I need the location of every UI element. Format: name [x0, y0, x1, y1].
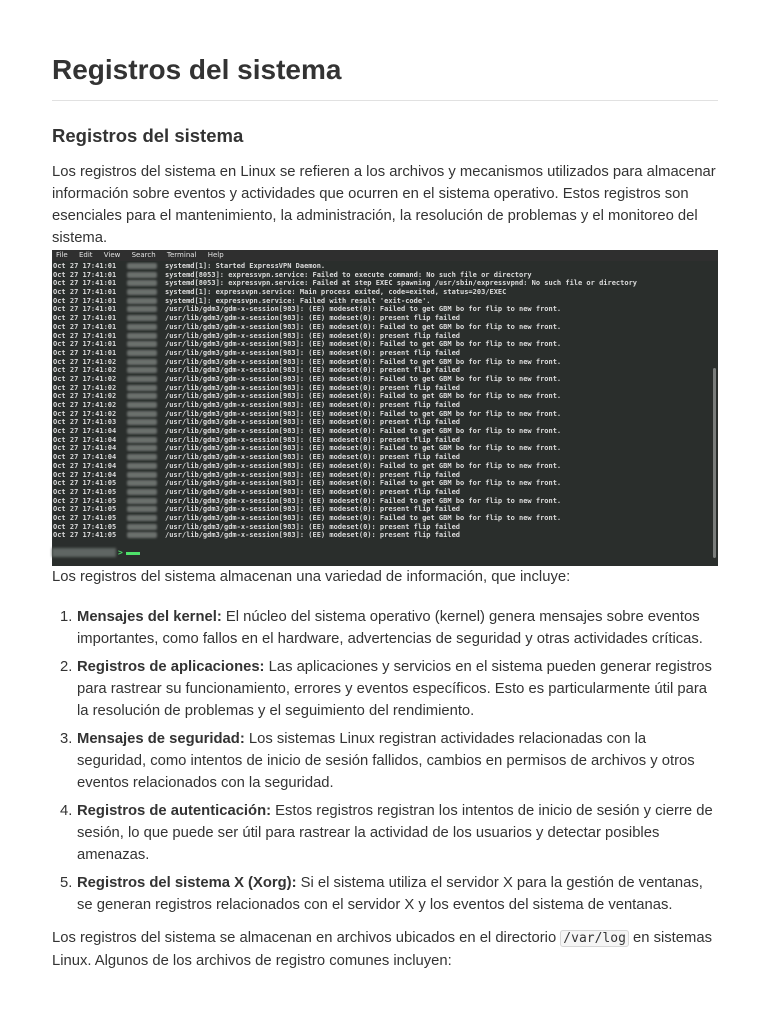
- log-message: /usr/lib/gdm3/gdm-x-session[983]: (EE) modeset(0): present flip failed: [165, 487, 461, 496]
- log-timestamp: Oct 27 17:41:01: [53, 279, 117, 288]
- log-line: [52, 418, 710, 427]
- closing-text-after: en sistemas Linux. Algunos de los archivos de registro comunes incluyen:: [52, 930, 712, 969]
- log-line: [52, 497, 710, 506]
- log-hostname-redacted: [127, 385, 157, 391]
- log-message: /usr/lib/gdm3/gdm-x-session[983]: (EE) modeset(0): present flip failed: [165, 314, 461, 323]
- log-timestamp: Oct 27 17:41:05: [53, 487, 117, 496]
- section-heading: Registros del sistema: [52, 125, 244, 146]
- log-timestamp: Oct 27 17:41:05: [53, 531, 117, 540]
- terminal-menubar: [52, 250, 718, 261]
- log-line: [52, 444, 710, 453]
- log-hostname-redacted: [127, 480, 157, 486]
- log-hostname-redacted: [127, 272, 157, 278]
- log-message: /usr/lib/gdm3/gdm-x-session[983]: (EE) modeset(0): Failed to get GBM bo for flip to new front.: [165, 427, 562, 436]
- log-hostname-redacted: [127, 376, 157, 382]
- log-hostname-redacted: [127, 428, 157, 434]
- log-message: systemd[1]: Started ExpressVPN Daemon.: [165, 262, 326, 270]
- list-item-text: El núcleo del sistema operativo (kernel) genera mensajes sobre eventos importantes, como fallos en el hardware, advertencias de seguridad y otras actividades críticas.: [77, 609, 703, 647]
- log-line: [52, 340, 710, 349]
- log-hostname-redacted: [127, 411, 157, 417]
- log-hostname-redacted: [127, 472, 157, 478]
- list-item-text: Las aplicaciones y servicios en el sistema pueden generar registros para rastrear su funcionamiento, errores y eventos específicos. Esto es particularmente útil para la resolución de problemas y el seguimiento del rendimiento.: [77, 659, 712, 719]
- log-line: [52, 410, 710, 419]
- log-timestamp: Oct 27 17:41:04: [53, 461, 117, 470]
- log-hostname-redacted: [127, 498, 157, 504]
- log-hostname-redacted: [127, 280, 157, 286]
- list-item-label: Registros de aplicaciones:: [77, 659, 265, 675]
- log-timestamp: Oct 27 17:41:01: [53, 270, 117, 279]
- list-item-label: Registros de autenticación:: [77, 803, 272, 819]
- list-item-label: Mensajes del kernel:: [77, 609, 222, 625]
- log-line: [52, 349, 710, 358]
- log-types-list: [52, 606, 718, 922]
- title-divider: [52, 100, 718, 101]
- log-line: [52, 427, 710, 436]
- log-timestamp: Oct 27 17:41:03: [53, 418, 117, 427]
- log-line: [52, 288, 710, 297]
- log-timestamp: Oct 27 17:41:04: [53, 435, 117, 444]
- log-hostname-redacted: [127, 367, 157, 373]
- log-message: /usr/lib/gdm3/gdm-x-session[983]: (EE) modeset(0): present flip failed: [165, 453, 461, 462]
- log-timestamp: Oct 27 17:41:04: [53, 470, 117, 479]
- closing-text-before: Los registros del sistema se almacenan en archivos ubicados en el directorio: [52, 930, 561, 946]
- log-hostname-redacted: [127, 341, 157, 347]
- log-hostname-redacted: [127, 263, 157, 269]
- log-timestamp: Oct 27 17:41:05: [53, 513, 117, 522]
- list-intro-paragraph: Los registros del sistema almacenan una variedad de información, que incluye:: [52, 569, 571, 585]
- menu-edit: Edit: [78, 251, 93, 259]
- menu-help: Help: [207, 251, 224, 259]
- list-item-number: 2.: [60, 659, 73, 675]
- log-line: [52, 531, 710, 540]
- log-timestamp: Oct 27 17:41:05: [53, 496, 117, 505]
- log-hostname-redacted: [127, 324, 157, 330]
- terminal-screenshot: [52, 250, 718, 566]
- list-item-label: Mensajes de seguridad:: [77, 731, 245, 747]
- log-hostname-redacted: [127, 315, 157, 321]
- log-timestamp: Oct 27 17:41:04: [53, 453, 117, 462]
- intro-paragraph: Los registros del sistema en Linux se refieren a los archivos y mecanismos utilizados para almacenar información sobre eventos y actividades que ocurren en el sistema operativo. Estos registros son esenciales para el mantenimiento, la administración, la resolución de problemas y el monitoreo del sistema.: [52, 164, 716, 246]
- log-hostname-redacted: [127, 532, 157, 538]
- log-timestamp: Oct 27 17:41:01: [53, 331, 117, 340]
- log-message: /usr/lib/gdm3/gdm-x-session[983]: (EE) modeset(0): Failed to get GBM bo for flip to new front.: [165, 305, 562, 314]
- log-timestamp: Oct 27 17:41:05: [53, 505, 117, 514]
- log-line: [52, 514, 710, 523]
- list-item-number: 1.: [60, 609, 73, 625]
- log-line: [52, 305, 710, 314]
- log-hostname-redacted: [127, 524, 157, 530]
- menu-view: View: [103, 251, 121, 259]
- log-line: [52, 332, 710, 341]
- log-hostname-redacted: [127, 350, 157, 356]
- log-line: [52, 358, 710, 367]
- page-title: Registros del sistema: [52, 54, 342, 85]
- log-hostname-redacted: [127, 306, 157, 312]
- log-line: [52, 453, 710, 462]
- log-hostname-redacted: [127, 445, 157, 451]
- list-item: [52, 800, 718, 866]
- log-line: [52, 462, 710, 471]
- log-timestamp: Oct 27 17:41:01: [53, 305, 117, 314]
- menu-terminal: Terminal: [166, 251, 197, 259]
- log-message: /usr/lib/gdm3/gdm-x-session[983]: (EE) modeset(0): Failed to get GBM bo for flip to new front.: [165, 409, 562, 418]
- log-line: [52, 392, 710, 401]
- list-item: [52, 606, 718, 650]
- log-timestamp: Oct 27 17:41:02: [53, 409, 117, 418]
- log-line: [52, 384, 710, 393]
- log-hostname-redacted: [127, 489, 157, 495]
- log-line: [52, 297, 710, 306]
- log-hostname-redacted: [127, 298, 157, 304]
- log-message: /usr/lib/gdm3/gdm-x-session[983]: (EE) modeset(0): present flip failed: [165, 522, 461, 531]
- log-message: /usr/lib/gdm3/gdm-x-session[983]: (EE) modeset(0): Failed to get GBM bo for flip to new front.: [165, 496, 562, 505]
- log-line: [52, 471, 710, 480]
- log-line: [52, 523, 710, 532]
- log-hostname-redacted: [127, 359, 157, 365]
- log-timestamp: Oct 27 17:41:04: [53, 444, 117, 453]
- list-item-label: Registros del sistema X (Xorg):: [77, 875, 297, 891]
- log-hostname-redacted: [127, 454, 157, 460]
- log-timestamp: Oct 27 17:41:01: [53, 314, 117, 323]
- list-item-number: 5.: [60, 875, 73, 891]
- terminal-cursor: [126, 552, 140, 555]
- log-timestamp: Oct 27 17:41:02: [53, 366, 117, 375]
- log-hostname-redacted: [127, 402, 157, 408]
- log-message: /usr/lib/gdm3/gdm-x-session[983]: (EE) modeset(0): Failed to get GBM bo for flip to new front.: [165, 357, 562, 366]
- menu-file: File: [56, 251, 68, 259]
- list-item: [52, 872, 718, 916]
- log-message: /usr/lib/gdm3/gdm-x-session[983]: (EE) modeset(0): present flip failed: [165, 331, 461, 340]
- list-item-text: Si el sistema utiliza el servidor X para la gestión de ventanas, se generan registros relacionados con el servidor X y los eventos del sistema de ventanas.: [77, 875, 703, 913]
- log-timestamp: Oct 27 17:41:02: [53, 374, 117, 383]
- log-hostname-redacted: [127, 289, 157, 295]
- log-timestamp: Oct 27 17:41:01: [53, 288, 117, 297]
- log-timestamp: Oct 27 17:41:02: [53, 392, 117, 401]
- log-line: [52, 262, 710, 271]
- list-item: [52, 656, 718, 722]
- log-hostname-redacted: [127, 419, 157, 425]
- log-message: systemd[8053]: expressvpn.service: Failed to execute command: No such file or directory: [165, 270, 532, 279]
- log-line: [52, 375, 710, 384]
- log-message: /usr/lib/gdm3/gdm-x-session[983]: (EE) modeset(0): Failed to get GBM bo for flip to new front.: [165, 461, 562, 470]
- terminal-prompt-user: [52, 548, 116, 557]
- terminal-scrollbar: [713, 368, 716, 558]
- log-line: [52, 279, 710, 288]
- log-message: /usr/lib/gdm3/gdm-x-session[983]: (EE) modeset(0): present flip failed: [165, 505, 461, 514]
- log-hostname-redacted: [127, 437, 157, 443]
- log-message: /usr/lib/gdm3/gdm-x-session[983]: (EE) modeset(0): Failed to get GBM bo for flip to new front.: [165, 444, 562, 453]
- log-hostname-redacted: [127, 333, 157, 339]
- log-timestamp: Oct 27 17:41:01: [53, 348, 117, 357]
- log-line: [52, 271, 710, 280]
- log-message: /usr/lib/gdm3/gdm-x-session[983]: (EE) modeset(0): present flip failed: [165, 348, 461, 357]
- log-message: /usr/lib/gdm3/gdm-x-session[983]: (EE) modeset(0): present flip failed: [165, 435, 461, 444]
- log-timestamp: Oct 27 17:41:01: [53, 262, 117, 270]
- log-timestamp: Oct 27 17:41:02: [53, 383, 117, 392]
- log-timestamp: Oct 27 17:41:05: [53, 479, 117, 488]
- log-line: [52, 401, 710, 410]
- log-message: /usr/lib/gdm3/gdm-x-session[983]: (EE) modeset(0): present flip failed: [165, 418, 461, 427]
- log-message: systemd[1]: expressvpn.service: Main process exited, code=exited, status=203/EXEC: [165, 288, 507, 297]
- log-message: /usr/lib/gdm3/gdm-x-session[983]: (EE) modeset(0): Failed to get GBM bo for flip to new front.: [165, 513, 562, 522]
- list-item-text: Los sistemas Linux registran actividades relacionadas con la seguridad, como intentos de inicio de sesión fallidos, cambios en permisos de archivos y otros eventos relacionados con la seguridad.: [77, 731, 695, 791]
- log-timestamp: Oct 27 17:41:04: [53, 427, 117, 436]
- list-item-number: 4.: [60, 803, 73, 819]
- log-line: [52, 488, 710, 497]
- log-hostname-redacted: [127, 506, 157, 512]
- log-message: /usr/lib/gdm3/gdm-x-session[983]: (EE) modeset(0): present flip failed: [165, 531, 461, 540]
- log-message: /usr/lib/gdm3/gdm-x-session[983]: (EE) modeset(0): Failed to get GBM bo for flip to new front.: [165, 374, 562, 383]
- log-timestamp: Oct 27 17:41:02: [53, 357, 117, 366]
- log-timestamp: Oct 27 17:41:01: [53, 322, 117, 331]
- terminal-log: [52, 262, 710, 540]
- log-hostname-redacted: [127, 393, 157, 399]
- log-message: systemd[8053]: expressvpn.service: Failed at step EXEC spawning /usr/sbin/expressvpnd: No such file or directory: [165, 279, 638, 288]
- log-message: /usr/lib/gdm3/gdm-x-session[983]: (EE) modeset(0): present flip failed: [165, 366, 461, 375]
- var-log-path: /var/log: [560, 930, 629, 947]
- list-item-number: 3.: [60, 731, 73, 747]
- log-line: [52, 436, 710, 445]
- log-hostname-redacted: [127, 515, 157, 521]
- log-line: [52, 479, 710, 488]
- log-line: [52, 505, 710, 514]
- list-item: [52, 728, 718, 794]
- menu-search: Search: [131, 251, 156, 259]
- log-message: /usr/lib/gdm3/gdm-x-session[983]: (EE) modeset(0): present flip failed: [165, 470, 461, 479]
- log-timestamp: Oct 27 17:41:05: [53, 522, 117, 531]
- log-message: /usr/lib/gdm3/gdm-x-session[983]: (EE) modeset(0): Failed to get GBM bo for flip to new front.: [165, 392, 562, 401]
- log-message: /usr/lib/gdm3/gdm-x-session[983]: (EE) modeset(0): present flip failed: [165, 401, 461, 409]
- log-message: /usr/lib/gdm3/gdm-x-session[983]: (EE) modeset(0): Failed to get GBM bo for flip to new front.: [165, 340, 562, 349]
- log-message: systemd[1]: expressvpn.service: Failed with result 'exit-code'.: [165, 296, 431, 305]
- log-message: /usr/lib/gdm3/gdm-x-session[983]: (EE) modeset(0): Failed to get GBM bo for flip to new front.: [165, 322, 562, 331]
- log-line: [52, 366, 710, 375]
- log-message: /usr/lib/gdm3/gdm-x-session[983]: (EE) modeset(0): present flip failed: [165, 383, 461, 392]
- list-item-text: Estos registros registran los intentos de inicio de sesión y cierre de sesión, lo que puede ser útil para rastrear la actividad de los usuarios y detectar posibles amenazas.: [77, 803, 713, 863]
- closing-paragraph: [52, 927, 718, 972]
- log-timestamp: Oct 27 17:41:01: [53, 340, 117, 349]
- log-timestamp: Oct 27 17:41:02: [53, 401, 117, 409]
- log-hostname-redacted: [127, 463, 157, 469]
- log-line: [52, 314, 710, 323]
- log-message: /usr/lib/gdm3/gdm-x-session[983]: (EE) modeset(0): Failed to get GBM bo for flip to new front.: [165, 479, 562, 488]
- log-line: [52, 323, 710, 332]
- log-timestamp: Oct 27 17:41:01: [53, 296, 117, 305]
- terminal-prompt-icon: >: [118, 548, 123, 557]
